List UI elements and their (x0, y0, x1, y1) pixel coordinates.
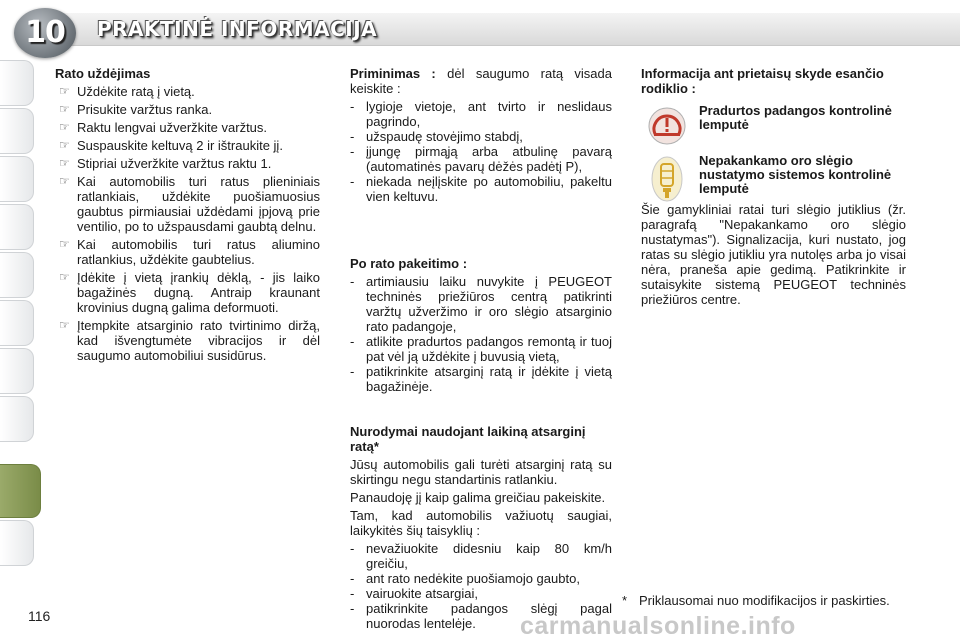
list-item: - ant rato nedėkite puošiamojo gaubto, (350, 571, 580, 586)
warning-lamp-row (641, 104, 906, 146)
list-item: ☞ Kai automobilis turi ratus aliumino ratlankius, uždėkite gaubtelius. (59, 237, 320, 267)
list-item: - patikrinkite atsarginį ratą ir įdėkite į vietą bagažinėje. (350, 364, 612, 394)
chapter-tab[interactable] (0, 520, 34, 566)
chapter-tab[interactable] (0, 300, 34, 346)
chapter-tab[interactable] (0, 204, 34, 250)
list-item: - vairuokite atsargiai, (350, 586, 478, 601)
list-item: ☞ Raktu lengvai užveržkite varžtus. (59, 120, 268, 135)
column-reminder (350, 66, 612, 631)
section-heading: Rato uždėjimas (55, 66, 151, 81)
list-item: ☞ Prisukite varžtus ranka. (59, 102, 213, 117)
hand-pointer-icon: ☞ (59, 156, 70, 170)
hand-pointer-icon: ☞ (59, 318, 70, 332)
chapter-tab[interactable] (0, 252, 34, 298)
warning-lamp-row (641, 154, 906, 196)
list-item: ☞ Įdėkite į vietą įrankių dėklą, - jis laiko bagažinės dugną. Antraip kraunant krovinius dugną galima deformuoti. (59, 270, 320, 315)
reminder-paragraph (350, 66, 612, 96)
footnote-text: Priklausomai nuo modifikacijos ir paskirties. (639, 593, 890, 608)
list-item: - lygioje vietoje, ant tvirto ir neslidaus pagrindo, (350, 99, 612, 129)
lamp-label: Pradurtos padangos kontrolinė lemputė (699, 103, 892, 132)
list-item: ☞ Kai automobilis turi ratus plieniniais ratlankiais, uždėkite puošiamuosius gaubtus pirmiausiai uždėdami įpjovą prie ventilio, po to užspausdami gaubtą delnu. (59, 174, 320, 234)
list-item: ☞ Įtempkite atsarginio rato tvirtinimo diržą, kad išvengtumėte vibracijos ir dėl saugumo automobiliui susidūrus. (59, 318, 320, 363)
hand-pointer-icon: ☞ (59, 84, 70, 98)
list-item: - atlikite pradurtos padangos remontą ir tuoj pat vėl ją uždėkite į buvusią vietą, (350, 334, 612, 364)
paragraph: Jūsų automobilis gali turėti atsarginį ratą su skirtingu negu standartinis ratlankiu. (350, 457, 612, 487)
section-heading: Nurodymai naudojant laikiną atsarginį ratą* (350, 424, 586, 454)
hand-pointer-icon: ☞ (59, 102, 70, 116)
watermark: carmanualsonline.info (520, 612, 796, 640)
column-wheel-fitting (55, 66, 320, 366)
list-item: ☞ Stipriai užveržkite varžtus raktu 1. (59, 156, 272, 171)
section-heading: Po rato pakeitimo : (350, 256, 468, 271)
hand-pointer-icon: ☞ (59, 174, 70, 188)
chapter-tab[interactable] (0, 108, 34, 154)
hand-pointer-icon: ☞ (59, 270, 70, 284)
list-item: - įjungę pirmąją arba atbulinę pavarą (automatinės pavarų dėžės padėtį P), (350, 144, 612, 174)
paragraph: Šie gamykliniai ratai turi slėgio jutiklius (žr. paragrafą "Nepakankamo oro slėgio nustatymas"). Signalizacija, kuri nustato, jog ratas su slėgio jutikliu yra nutolęs arba jo visai nėra, praneša apie gedimą. Patikrinkite ir sutaisykite sistemą PEUGEOT techninės priežiūros centre. (641, 202, 906, 307)
chapter-tab-active[interactable] (0, 464, 41, 518)
list-item: - užspaudę stovėjimo stabdį, (350, 129, 523, 144)
reminder-text: dėl saugumo ratą visada keiskite : (350, 66, 612, 96)
footnote (622, 594, 907, 608)
chapter-number: 10 (25, 15, 65, 50)
chapter-title: PRAKTINĖ INFORMACIJA (97, 17, 378, 41)
after-change-list (350, 274, 612, 394)
list-item: ☞ Suspauskite keltuvą 2 ir ištraukite jį. (59, 138, 283, 153)
lamp-label: Nepakankamo oro slėgio nustatymo sistemos kontrolinė lemputė (699, 153, 892, 196)
list-item: - nevažiuokite didesniu kaip 80 km/h greičiu, (350, 541, 612, 571)
hand-pointer-icon: ☞ (59, 138, 70, 152)
chapter-tabs (0, 58, 40, 588)
chapter-tab[interactable] (0, 348, 34, 394)
chapter-tab[interactable] (0, 60, 34, 106)
hand-pointer-icon: ☞ (59, 237, 70, 251)
column-dashboard-info (641, 66, 906, 310)
reminder-label: Priminimas : (350, 66, 436, 81)
list-item: ☞ Uždėkite ratą į vietą. (59, 84, 195, 99)
chapter-tab[interactable] (0, 156, 34, 202)
list-item: - patikrinkite padangos slėgį pagal nuorodas lentelėje. (350, 601, 612, 631)
punctured-tyre-warning-icon (641, 104, 693, 146)
hand-pointer-icon: ☞ (59, 120, 70, 134)
instruction-list (55, 84, 320, 363)
footnote-marker: * (622, 593, 628, 608)
list-item: - niekada neįlįskite po automobiliu, pakeltu vien keltuvu. (350, 174, 612, 204)
paragraph: Tam, kad automobilis važiuotų saugiai, laikykitės šių taisyklių : (350, 508, 612, 538)
section-heading: Informacija ant prietaisų skyde esančio rodiklio : (641, 66, 884, 96)
page-number: 116 (28, 608, 51, 624)
list-item: - artimiausiu laiku nuvykite į PEUGEOT techninės priežiūros centrą patikrinti varžtų užveržimo ir oro slėgio atsarginio rato padangoje, (350, 274, 612, 334)
paragraph: Panaudoję jį kaip galima greičiau pakeiskite. (350, 490, 606, 505)
tyre-pressure-detection-fault-icon (641, 154, 693, 196)
page-header (0, 0, 960, 58)
reminder-list (350, 99, 612, 204)
chapter-tab[interactable] (0, 396, 34, 442)
